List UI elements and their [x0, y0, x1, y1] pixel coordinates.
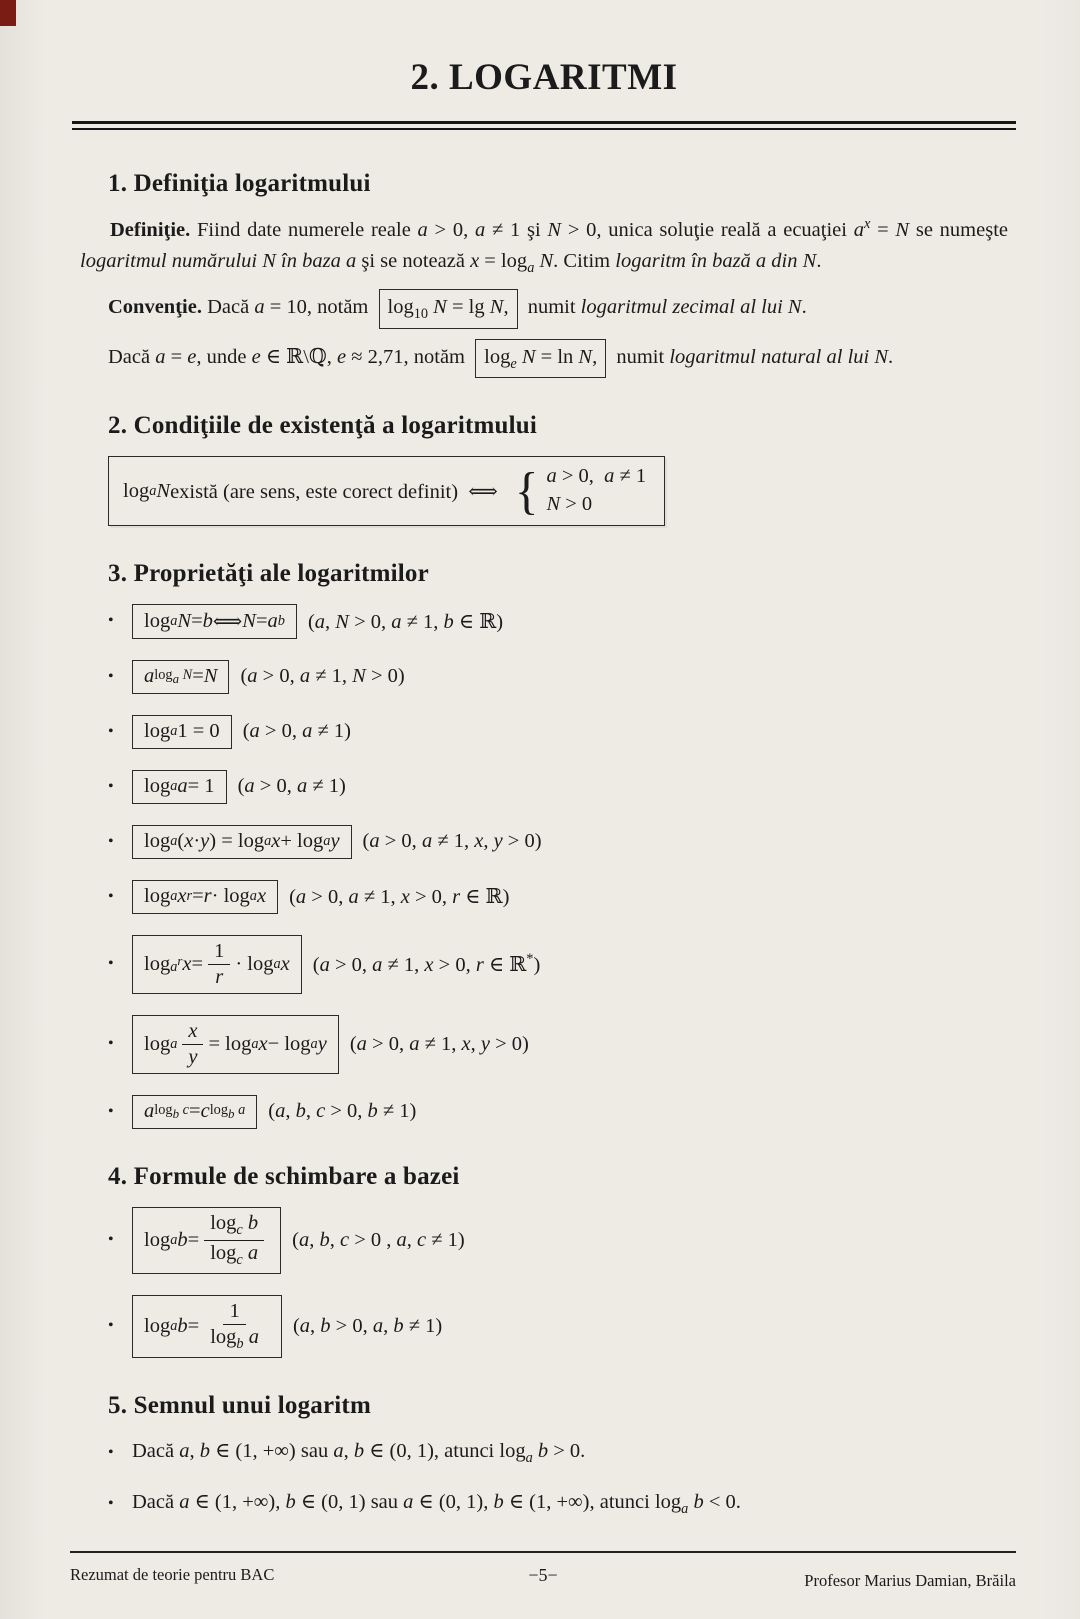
property-conditions: (a > 0, a ≠ 1, x, y > 0) [362, 830, 542, 853]
section-existence [80, 412, 1008, 525]
property-item [108, 604, 1008, 639]
base-change-conditions: (a, b > 0, a, b ≠ 1) [292, 1314, 443, 1337]
title-divider [72, 121, 1016, 130]
section-5-heading: 5. Semnul unui logaritm [108, 1392, 371, 1420]
scan-artifact [0, 0, 16, 26]
property-conditions: (a > 0, a ≠ 1) [242, 720, 351, 743]
sign-rule-text: Dacă a, b ∈ (1, +∞) sau a, b ∈ (0, 1), atunci $\log_a b > 0$. [132, 1440, 586, 1467]
property-formula-box: a $\log_a N$ = N [132, 660, 229, 694]
bullet-icon: • [108, 832, 114, 850]
bullet-icon: • [108, 1317, 114, 1335]
page-title: 2. LOGARITMI [410, 57, 678, 98]
footer-row [70, 1565, 1016, 1591]
existence-conditions-box: log a N există (are sens, este corect definit) ⟺ { a > 0, a ≠ 1 N > 0 [108, 456, 665, 525]
property-item [108, 1095, 1008, 1129]
bullet-icon: • [108, 887, 114, 905]
property-item [108, 880, 1008, 914]
property-formula-box: a $\log_b c$ = c $\log_b a$ [132, 1095, 257, 1129]
property-formula-box: log a $\frac{x}{y}$ = log a x − log a y [132, 1015, 339, 1074]
bullet-icon: • [108, 667, 114, 685]
property-conditions: (a > 0, a ≠ 1) [237, 775, 346, 798]
convention-line-1: Convenţie. Dacă a = 10, notăm $\log_{10} N = \lg N$, numit logaritmul zecimal al lui N. [108, 289, 1008, 329]
property-formula-box: log a ( x · y ) = log a x + log a y [132, 825, 352, 859]
property-item [108, 935, 1008, 994]
bullet-icon: • [108, 1102, 114, 1120]
properties-list [108, 604, 1008, 1129]
bullet-icon: • [108, 612, 114, 630]
base-change-list [108, 1207, 1008, 1358]
property-formula-box: log a x r = r · log a x [132, 880, 278, 914]
footer-right-text: Profesor Marius Damian, Brăila [804, 1571, 1016, 1591]
base-change-item [108, 1295, 1008, 1358]
property-formula-box: log a 1 = 0 [132, 715, 232, 749]
bullet-icon: • [108, 722, 114, 740]
property-item [108, 825, 1008, 859]
section-2-heading: 2. Condiţiile de existenţă a logaritmului [108, 412, 538, 440]
bullet-icon: • [108, 1035, 114, 1053]
section-base-change [80, 1163, 1008, 1358]
property-item [108, 1015, 1008, 1074]
property-item [108, 715, 1008, 749]
footer-divider [70, 1551, 1016, 1553]
footer-page-number: −5− [528, 1565, 558, 1586]
base-change-formula-box: log a b = $\frac{\log_c b}{\log_c a}$ [132, 1207, 281, 1274]
property-conditions: (a, b, c > 0, b ≠ 1) [268, 1100, 417, 1123]
bullet-icon: • [108, 777, 114, 795]
bullet-icon: • [108, 1494, 114, 1512]
property-conditions: (a > 0, a ≠ 1, N > 0) [240, 665, 405, 688]
section-3-heading: 3. Proprietăţi ale logaritmilor [108, 559, 429, 587]
bullet-icon: • [108, 1444, 114, 1462]
property-conditions: (a > 0, a ≠ 1, x > 0, r ∈ ℝ) [289, 886, 510, 909]
base-change-item [108, 1207, 1008, 1274]
base-change-conditions: (a, b, c > 0 , a, c ≠ 1) [292, 1228, 465, 1251]
footer-left-text: Rezumat de teorie pentru BAC [70, 1565, 275, 1585]
bullet-icon: • [108, 955, 114, 973]
property-formula-box: log a a = 1 [132, 770, 227, 804]
property-item [108, 770, 1008, 804]
section-definition [80, 170, 1008, 378]
property-formula-box: log a N = b ⟺ N = a b [132, 604, 297, 639]
convention-line-2: Dacă a = e, unde e ∈ ℝ\ℚ, e ≈ 2,71, notăm $\log_e N = \ln N$, numit logaritmul natural al lui N. [108, 339, 1008, 379]
base-change-formula-box: log a b = $\frac{1}{\log_b a}$ [132, 1295, 282, 1358]
sign-rule-text: Dacă a ∈ (1, +∞), b ∈ (0, 1) sau a ∈ (0, 1), b ∈ (1, +∞), atunci $\log_a b < 0$. [132, 1490, 741, 1517]
section-1-heading: 1. Definiţia logaritmului [108, 170, 371, 197]
section-properties [80, 560, 1008, 1129]
sign-rule-item [108, 1436, 1008, 1470]
section-4-heading: 4. Formule de schimbare a bazei [108, 1162, 460, 1190]
section-sign [80, 1392, 1008, 1520]
property-conditions: (a > 0, a ≠ 1, x > 0, r ∈ ℝ*) [312, 951, 541, 977]
sign-rule-item [108, 1487, 1008, 1521]
property-conditions: (a > 0, a ≠ 1, x, y > 0) [349, 1032, 529, 1055]
property-item [108, 660, 1008, 694]
definition-paragraph: Definiţie. Fiind date numerele reale a > 0, a ≠ 1 şi N > 0, unica soluţie reală a ecuaţiei $a^x = N$ se numeşte logaritmul numărului N în baza a şi se notează $x = \log_a N$. Citim logaritm în bază a din N. [80, 216, 1008, 276]
page-footer [0, 1537, 1080, 1619]
bullet-icon: • [108, 1231, 114, 1249]
property-conditions: (a, N > 0, a ≠ 1, b ∈ ℝ) [307, 610, 504, 633]
sign-rules-list [108, 1436, 1008, 1520]
property-formula-box: log $a^r$ x = $\frac{1}{r}$ · log a x [132, 935, 302, 994]
